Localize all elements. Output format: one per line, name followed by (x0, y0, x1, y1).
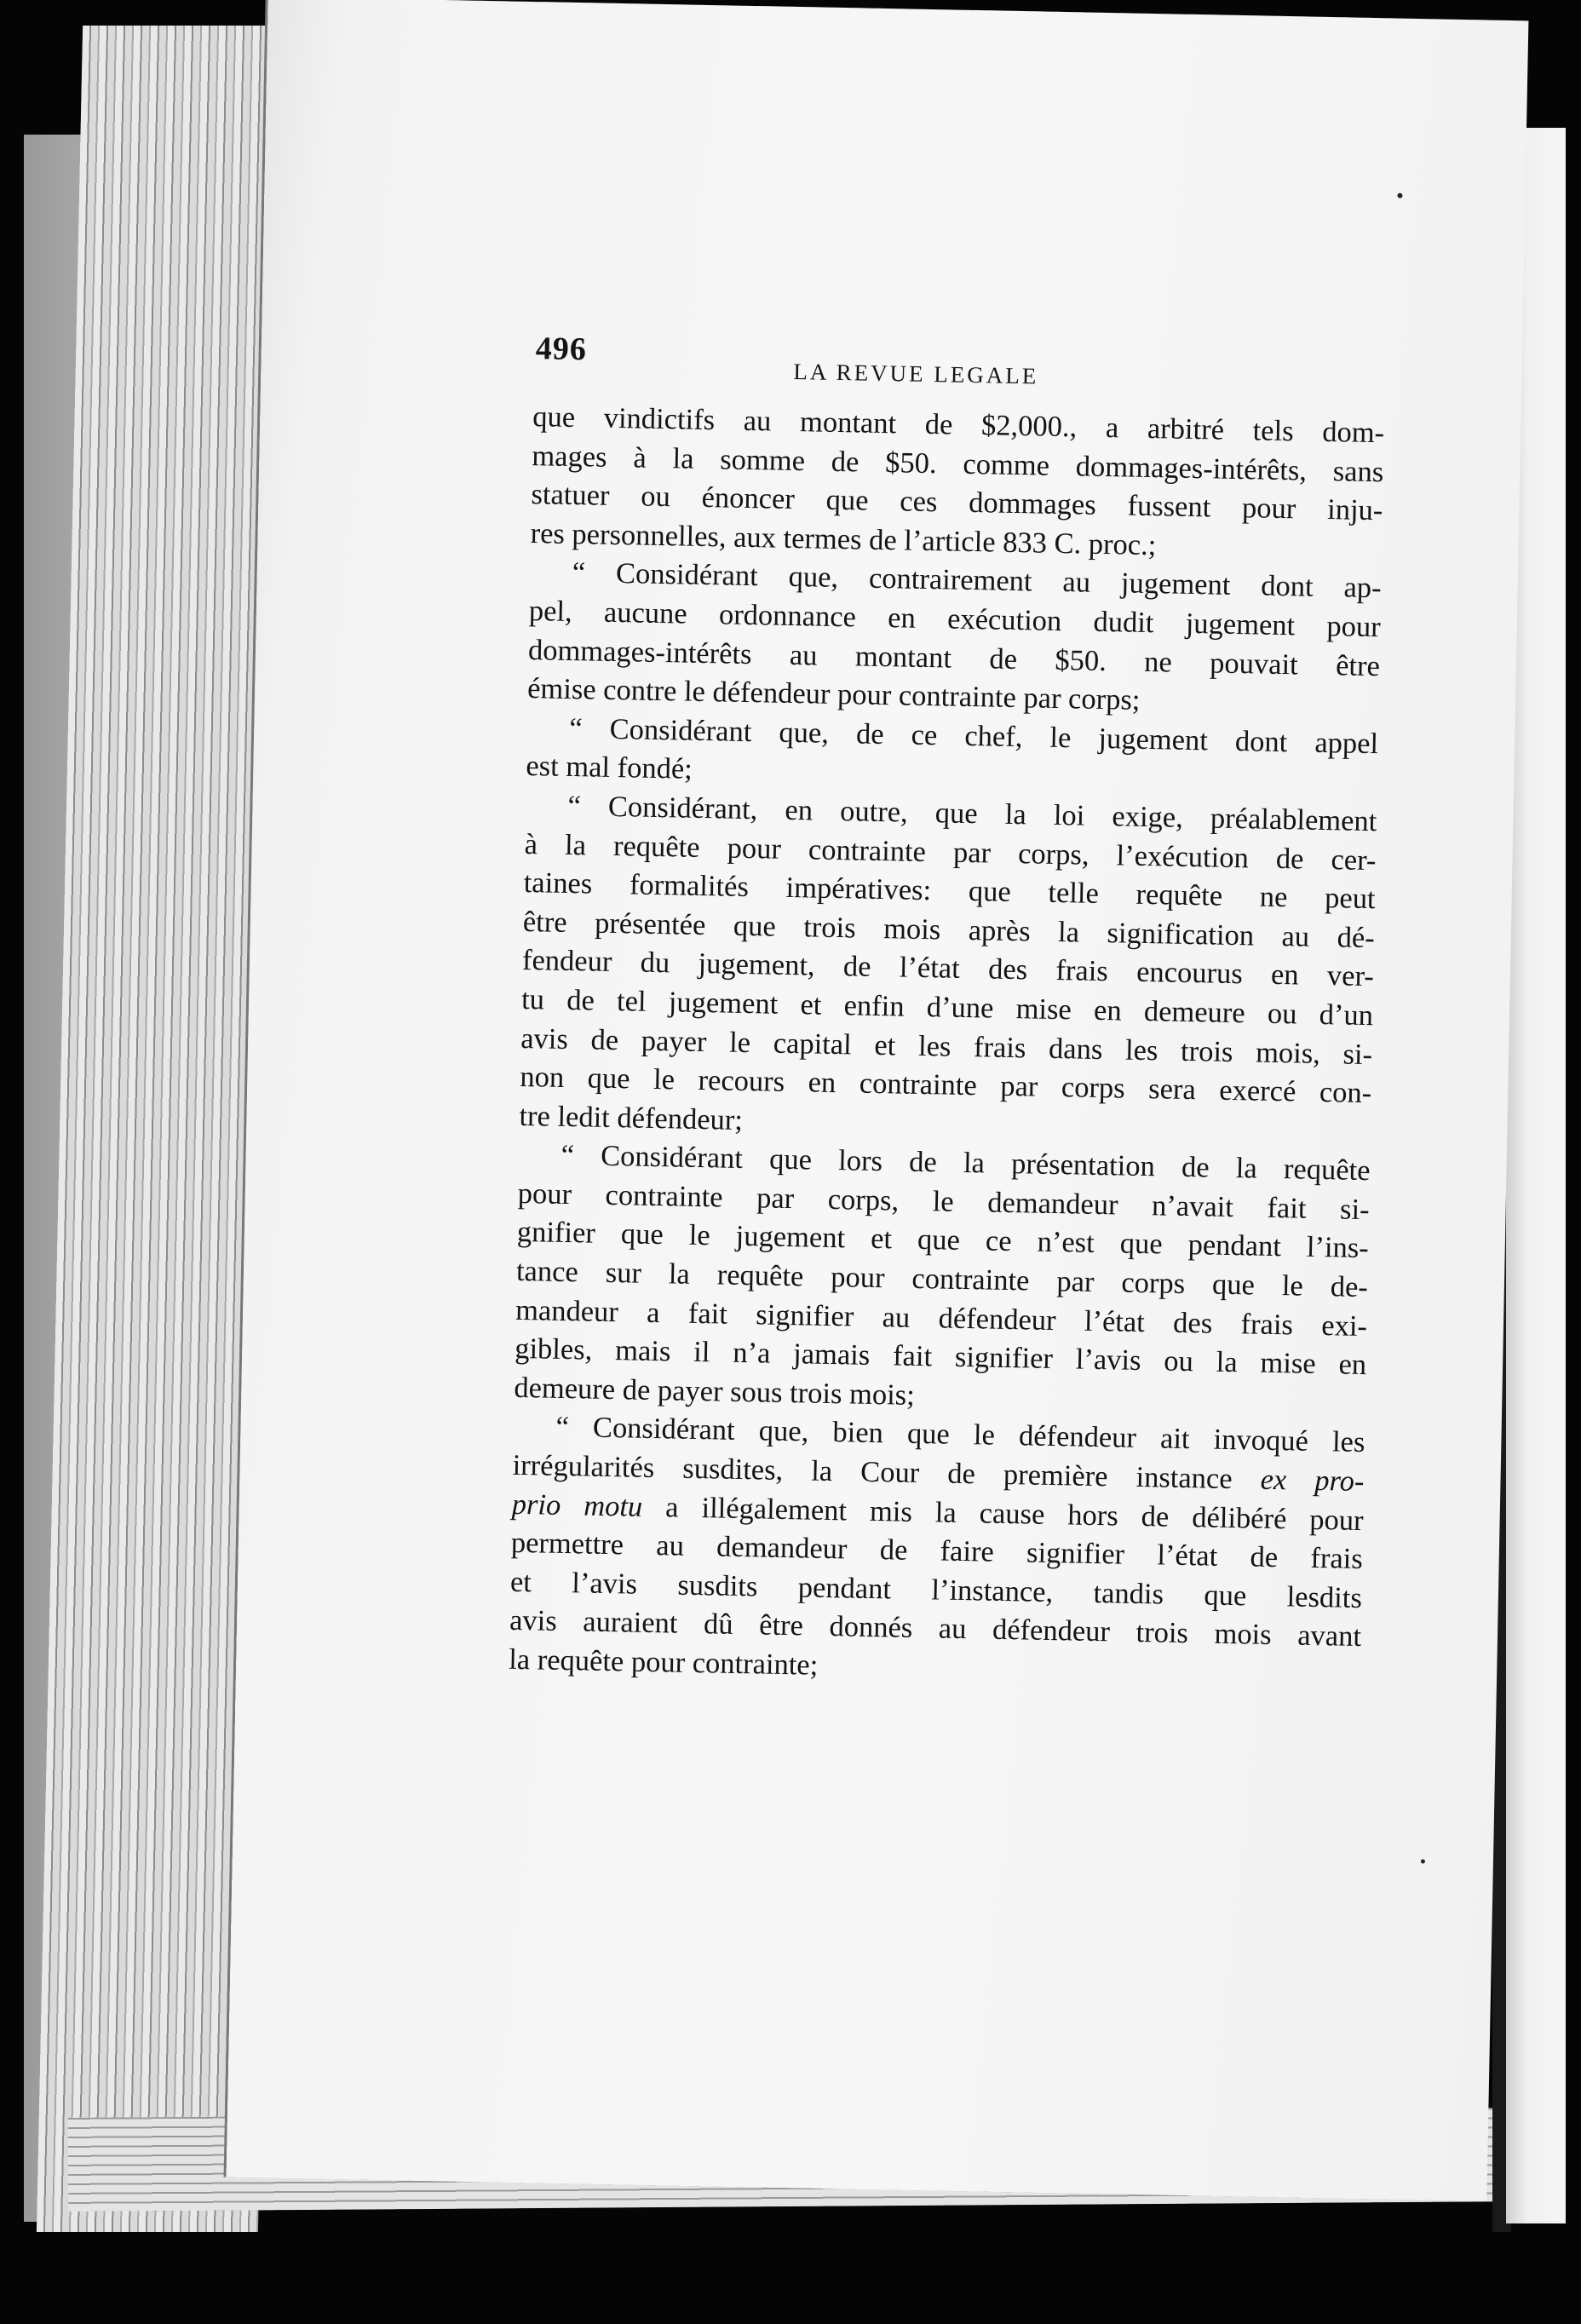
italic-phrase: ex pro- (1260, 1463, 1365, 1499)
text-line: fendeur du jugement, de l’état des frais encourus en ver- (521, 944, 1375, 993)
text-line: est mal fondé; (526, 750, 693, 786)
text-line: émise contre le défendeur pour contrainte par corps; (526, 672, 1141, 716)
text-line: et l’avis susdits pendant l’instance, tandis que lesdits (509, 1565, 1363, 1614)
text-line: “ Considérant, en outre, que la loi exige, préalablement (567, 789, 1377, 838)
text-block (509, 330, 1386, 1695)
text-line: pour contrainte par corps, le demandeur n’avait fait si- (517, 1176, 1370, 1226)
text-line: taines formalités impératives: que telle requête ne peut (523, 866, 1376, 916)
text-line: être présentée que trois mois après la signification au dé- (522, 905, 1376, 954)
text-line: la requête pour contrainte; (508, 1642, 819, 1682)
page-number: 496 (535, 331, 588, 368)
text-line: dommages-intérêts au montant de $50. ne pouvait être (527, 633, 1381, 682)
text-line: que vindictifs au montant de $2,000., a arbitré tels dom- (532, 400, 1385, 450)
text-line: statuer ou énoncer que ces dommages fussent pour inju- (531, 478, 1383, 527)
text-line: prio motu a illégalement mis la cause hors de délibéré pour (511, 1487, 1364, 1537)
italic-phrase: prio motu (511, 1487, 643, 1523)
text-line: “ Considérant que, bien que le défendeur ait invoqué les (555, 1411, 1365, 1459)
text-line: irrégularités susdites, la Cour de première instance ex pro- (512, 1448, 1365, 1499)
text-line: “ Considérant que, de ce chef, le jugement dont appel (568, 711, 1379, 760)
text-line: avis de payer le capital et les frais dans les trois mois, si- (520, 1021, 1373, 1071)
text-line: mages à la somme de $50. comme dommages-intérêts, sans (532, 439, 1384, 488)
text-line: gnifier que le jugement et que ce n’est que pendant l’ins- (516, 1216, 1370, 1265)
text-line: res personnelles, aux termes de l’article 833 C. proc.; (530, 516, 1157, 561)
text-line: tre ledit défendeur; (519, 1099, 744, 1136)
text-line: tu de tel jugement et enfin d’une mise en demeure ou d’un (520, 982, 1374, 1033)
body-text (509, 398, 1385, 1696)
text-line: demeure de payer sous trois mois; (514, 1371, 916, 1412)
text-line: gibles, mais il n’a jamais fait signifier l’avis ou la mise en (514, 1332, 1367, 1382)
text-line: non que le recours en contrainte par corps sera exercé con- (520, 1061, 1372, 1110)
text-line: permettre au demandeur de faire signifier l’état de frais (510, 1527, 1364, 1576)
text-line: avis auraient dû être donnés au défendeur trois mois avant (509, 1604, 1362, 1654)
paper-speck (1421, 1859, 1425, 1863)
text-line: tance sur la requête pour contrainte par corps que le de- (515, 1254, 1369, 1304)
text-line: “ Considérant que, contrairement au jugement dont ap- (572, 556, 1382, 605)
running-head: LA REVUE LEGALE (793, 358, 1039, 389)
text-line: à la requête pour contrainte par corps, l’exécution de cer- (524, 827, 1377, 877)
text-line: pel, aucune ordonnance en exécution dudit jugement pour (528, 595, 1382, 644)
book-page (227, 0, 1529, 2201)
text-line: mandeur a fait signifier au défendeur l’état des frais exi- (515, 1293, 1368, 1343)
paper-speck (1397, 193, 1402, 198)
text-line: “ Considérant que lors de la présentation de la requête (561, 1139, 1371, 1188)
